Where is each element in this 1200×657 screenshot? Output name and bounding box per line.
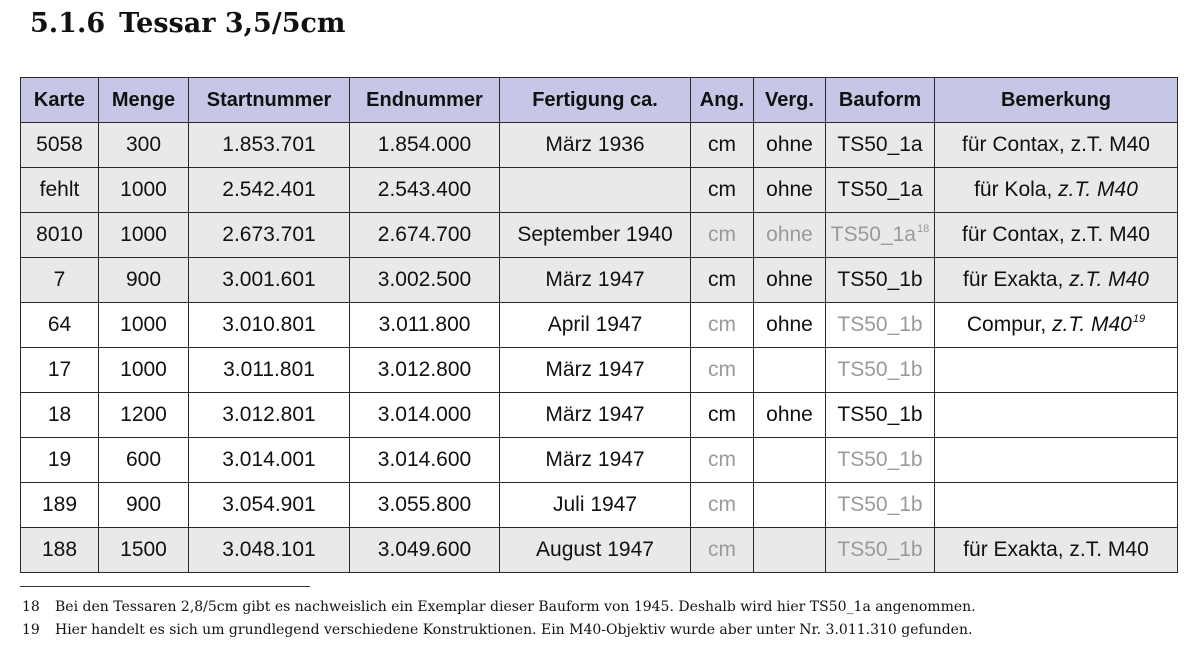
cell-verg — [754, 438, 826, 483]
table-row — [21, 348, 1178, 393]
column-header: Ang. — [691, 78, 754, 123]
cell-ang: cm — [691, 213, 754, 258]
cell-bemerkung — [935, 393, 1178, 438]
cell-verg — [754, 348, 826, 393]
cell-startnummer: 2.542.401 — [189, 168, 350, 213]
bauform-text: TS50_1b — [837, 268, 923, 291]
table-row — [21, 123, 1178, 168]
cell-karte: 7 — [21, 258, 99, 303]
bauform-text: TS50_1b — [837, 538, 923, 561]
cell-verg — [754, 528, 826, 573]
cell-bauform — [826, 528, 935, 573]
cell-bemerkung — [935, 123, 1178, 168]
cell-bemerkung — [935, 528, 1178, 573]
cell-bemerkung — [935, 213, 1178, 258]
footnote-text: Hier handelt es sich um grundlegend verschiedene Konstruktionen. Ein M40-Objektiv wurde aber unter Nr. 3.011.310 gefunden. — [55, 622, 973, 638]
cell-menge: 1200 — [99, 393, 189, 438]
cell-fertigung: März 1947 — [500, 348, 691, 393]
cell-fertigung: Juli 1947 — [500, 483, 691, 528]
bemerkung-italic: z.T. M40 — [1058, 178, 1138, 201]
bauform-text: TS50_1a — [837, 133, 923, 156]
cell-verg: ohne — [754, 258, 826, 303]
cell-fertigung: März 1947 — [500, 438, 691, 483]
cell-menge: 1000 — [99, 213, 189, 258]
cell-karte: 188 — [21, 528, 99, 573]
cell-fertigung: August 1947 — [500, 528, 691, 573]
table-header-row — [21, 78, 1178, 123]
cell-endnummer: 3.011.800 — [350, 303, 500, 348]
cell-karte: 189 — [21, 483, 99, 528]
cell-ang: cm — [691, 168, 754, 213]
cell-karte: 17 — [21, 348, 99, 393]
column-header: Bauform — [826, 78, 935, 123]
bemerkung-text: Compur, — [966, 313, 1053, 336]
cell-menge: 1000 — [99, 168, 189, 213]
cell-fertigung: September 1940 — [500, 213, 691, 258]
cell-karte: 64 — [21, 303, 99, 348]
cell-startnummer: 3.012.801 — [189, 393, 350, 438]
cell-endnummer: 3.055.800 — [350, 483, 500, 528]
cell-ang: cm — [691, 438, 754, 483]
footnote — [22, 596, 976, 619]
bauform-text: TS50_1b — [837, 313, 923, 336]
cell-endnummer: 3.014.600 — [350, 438, 500, 483]
cell-menge: 900 — [99, 483, 189, 528]
column-header: Bemerkung — [935, 78, 1178, 123]
cell-bauform — [826, 348, 935, 393]
cell-verg: ohne — [754, 123, 826, 168]
cell-fertigung — [500, 168, 691, 213]
cell-startnummer: 2.673.701 — [189, 213, 350, 258]
cell-bemerkung — [935, 303, 1178, 348]
cell-karte: 19 — [21, 438, 99, 483]
column-header: Startnummer — [189, 78, 350, 123]
cell-fertigung: März 1947 — [500, 393, 691, 438]
cell-endnummer: 2.674.700 — [350, 213, 500, 258]
cell-startnummer: 3.010.801 — [189, 303, 350, 348]
footnote-number: 18 — [22, 599, 40, 615]
table-row — [21, 438, 1178, 483]
cell-menge: 600 — [99, 438, 189, 483]
cell-bemerkung — [935, 348, 1178, 393]
column-header: Menge — [99, 78, 189, 123]
cell-bemerkung — [935, 438, 1178, 483]
cell-bauform — [826, 213, 935, 258]
cell-ang: cm — [691, 528, 754, 573]
bauform-text: TS50_1a — [830, 223, 916, 246]
cell-bauform — [826, 123, 935, 168]
cell-startnummer: 3.011.801 — [189, 348, 350, 393]
cell-ang: cm — [691, 348, 754, 393]
bemerkung-text: für Contax, z.T. M40 — [962, 223, 1150, 246]
cell-menge: 1500 — [99, 528, 189, 573]
footnote — [22, 619, 976, 642]
bauform-text: TS50_1b — [837, 448, 923, 471]
cell-verg: ohne — [754, 393, 826, 438]
cell-verg: ohne — [754, 168, 826, 213]
cell-bauform — [826, 303, 935, 348]
cell-endnummer: 3.012.800 — [350, 348, 500, 393]
bemerkung-italic: z.T. M40 — [1069, 268, 1149, 291]
table-row — [21, 393, 1178, 438]
cell-menge: 300 — [99, 123, 189, 168]
cell-endnummer: 2.543.400 — [350, 168, 500, 213]
bemerkung-italic: z.T. M40 — [1052, 313, 1132, 336]
bemerkung-text: für Contax, z.T. M40 — [962, 133, 1150, 156]
cell-bauform — [826, 438, 935, 483]
column-header: Fertigung ca. — [500, 78, 691, 123]
footnote-number: 19 — [22, 622, 40, 638]
cell-startnummer: 1.853.701 — [189, 123, 350, 168]
cell-fertigung: März 1947 — [500, 258, 691, 303]
cell-karte: fehlt — [21, 168, 99, 213]
table-row — [21, 213, 1178, 258]
table-row — [21, 483, 1178, 528]
cell-startnummer: 3.054.901 — [189, 483, 350, 528]
cell-endnummer: 3.014.000 — [350, 393, 500, 438]
footnote-rule — [20, 586, 310, 587]
column-header: Karte — [21, 78, 99, 123]
cell-verg: ohne — [754, 303, 826, 348]
cell-verg: ohne — [754, 213, 826, 258]
bauform-text: TS50_1a — [837, 178, 923, 201]
cell-menge: 900 — [99, 258, 189, 303]
cell-bauform — [826, 168, 935, 213]
cell-startnummer: 3.014.001 — [189, 438, 350, 483]
bemerkung-text: für Exakta, z.T. M40 — [963, 538, 1149, 561]
cell-karte: 5058 — [21, 123, 99, 168]
bauform-text: TS50_1b — [837, 358, 923, 381]
cell-menge: 1000 — [99, 348, 189, 393]
section-title: Tessar 3,5/5cm — [119, 8, 346, 39]
table-row — [21, 528, 1178, 573]
section-number: 5.1.6 — [30, 8, 106, 39]
table-row — [21, 168, 1178, 213]
cell-ang: cm — [691, 123, 754, 168]
footnote-marker: 18 — [916, 223, 930, 235]
cell-menge: 1000 — [99, 303, 189, 348]
cell-ang: cm — [691, 303, 754, 348]
column-header: Verg. — [754, 78, 826, 123]
production-table — [20, 77, 1178, 573]
cell-fertigung: März 1936 — [500, 123, 691, 168]
footnote-marker: 19 — [1132, 313, 1146, 325]
cell-bemerkung — [935, 258, 1178, 303]
cell-bemerkung — [935, 483, 1178, 528]
cell-karte: 18 — [21, 393, 99, 438]
bauform-text: TS50_1b — [837, 493, 923, 516]
bemerkung-text: für Kola, — [974, 178, 1059, 201]
cell-ang: cm — [691, 258, 754, 303]
cell-bemerkung — [935, 168, 1178, 213]
cell-endnummer: 3.002.500 — [350, 258, 500, 303]
table-row — [21, 303, 1178, 348]
section-heading — [30, 4, 346, 44]
table-row — [21, 258, 1178, 303]
cell-ang: cm — [691, 393, 754, 438]
column-header: Endnummer — [350, 78, 500, 123]
cell-startnummer: 3.001.601 — [189, 258, 350, 303]
cell-karte: 8010 — [21, 213, 99, 258]
cell-ang: cm — [691, 483, 754, 528]
footnote-text: Bei den Tessaren 2,8/5cm gibt es nachweislich ein Exemplar dieser Bauform von 1945. Deshalb wird hier TS50_1a angenommen. — [55, 599, 976, 615]
cell-endnummer: 1.854.000 — [350, 123, 500, 168]
bemerkung-text: für Exakta, — [963, 268, 1070, 291]
cell-bauform — [826, 483, 935, 528]
cell-startnummer: 3.048.101 — [189, 528, 350, 573]
cell-fertigung: April 1947 — [500, 303, 691, 348]
cell-endnummer: 3.049.600 — [350, 528, 500, 573]
cell-bauform — [826, 393, 935, 438]
bauform-text: TS50_1b — [837, 403, 923, 426]
footnotes — [22, 596, 976, 642]
cell-verg — [754, 483, 826, 528]
cell-bauform — [826, 258, 935, 303]
